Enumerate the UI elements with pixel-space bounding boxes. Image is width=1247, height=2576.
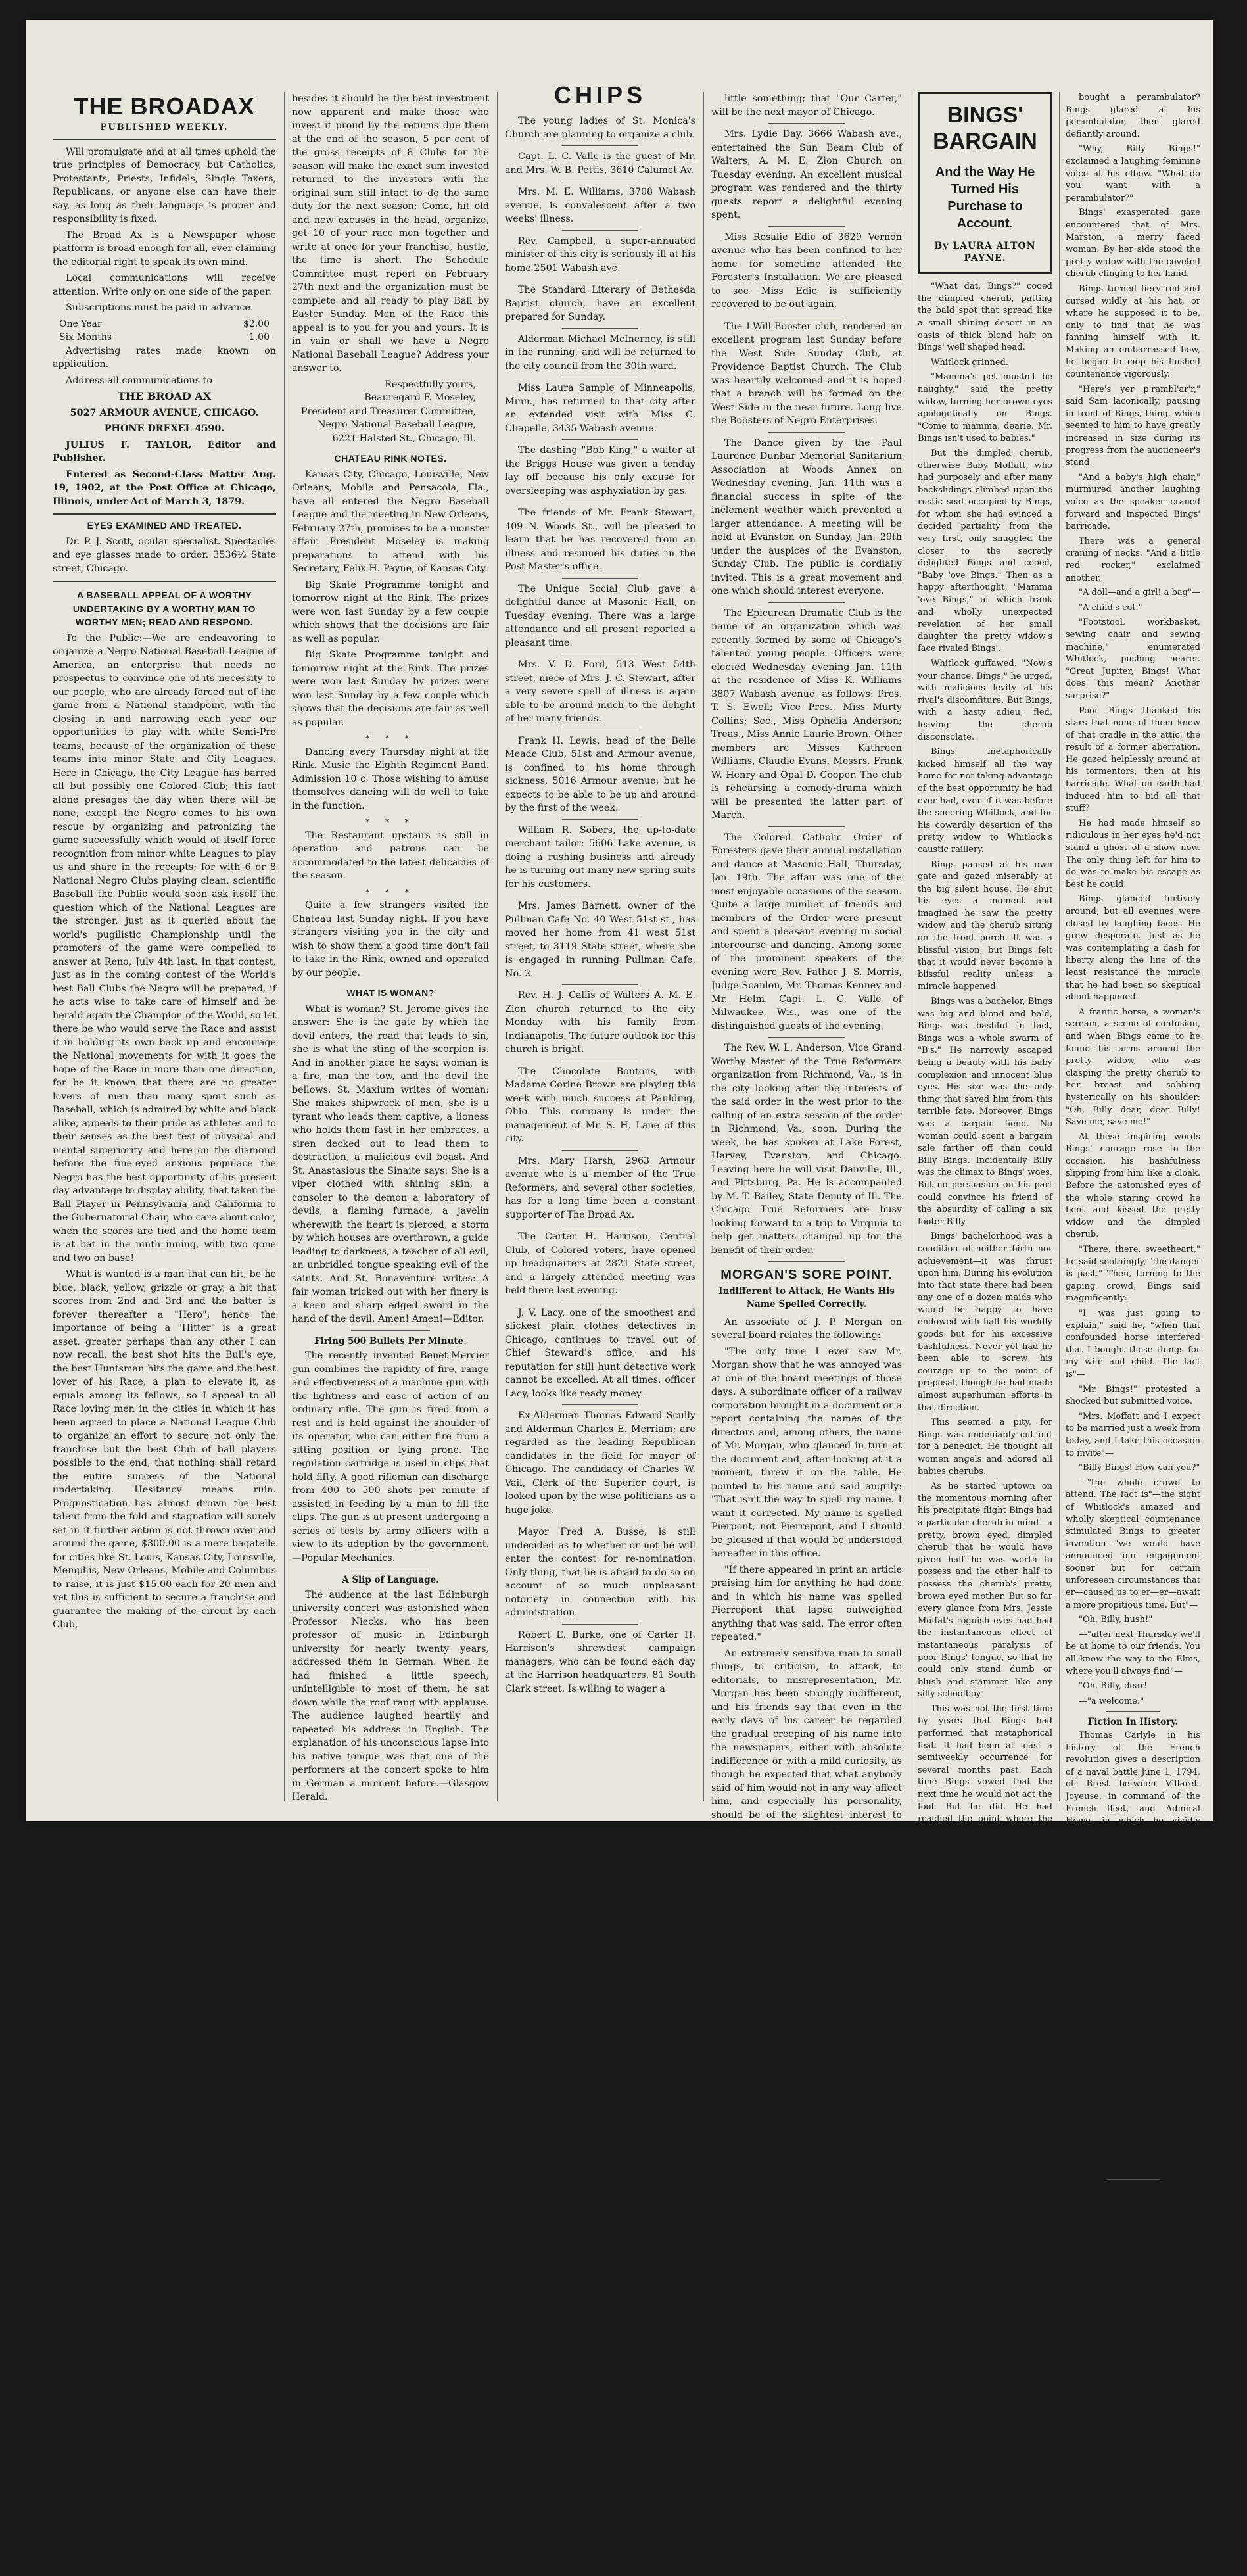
firing-body: The recently invented Benet-Mercier gun combines the rapidity of fire, range and effectiveness of a machine gun with the lightness and ease of action of an ordinary rifle. The gun is fired from a rest and is held against the shoulder of its operator, who can either fire from a sitting position or lying prone. The regulation cartridge is used in clips that hold fifty. A good rifleman can discharge from 400 to 500 shots per minute if assisted in feeding by a man to fill the clips. The gun is at present undergoing a series of tests by army officers with a view to its adoption by the government.—Popular Mechanics. (292, 1350, 489, 1563)
separator-stars: * * * (365, 734, 415, 743)
fiction-paragraph: These are the concluding sentences: "Lo, all flags, streamers, jacks, every rag of tricolor that will yet run on rope fly rustling aloft; the whole crew crowds to the upper deck and, with universal, soul maddening yell, shouts, 'Vive la republique!' sinking, sinking. She staggers, she lurches, her last drunk whirl. Ocean yawns abysmal; down rushes the Vengeur, carrying 'Vive la republique!' along with her, unconquerable, into eternity." (1066, 1855, 1200, 2049)
chips-item: Alderman Michael McInerney, is still in the running, and will be returned to the city council from the 30th ward. (505, 333, 695, 371)
chips-item: The friends of Mr. Frank Stewart, 409 N. Woods St., will be pleased to learn that he has recovered from an illness and resumed his duties in the Post Master's office. (505, 508, 695, 572)
chips-item: The Carter H. Harrison, Central Club, of Colored voters, have opened up headquarters at 2821 State street, and a largely attended meeting was held there last evening. (505, 1231, 695, 1296)
column-rule (284, 92, 285, 1801)
story-paragraph: Bings glanced furtively around, but all avenues were closed by laughing faces. He grew desperate. Just as he was contemplating a dash for liberty along the line of the least resistance the miracle that he had been so skeptical about happened. (1066, 894, 1200, 1003)
chips-item: Rev. H. J. Callis of Walters A. M. E. Zion church returned to the city Monday with his family from Indianapolis. The future outlook for this church is bright. (505, 990, 695, 1055)
divider (768, 1261, 845, 1262)
column-rule (497, 92, 498, 1801)
story-paragraph: But the dimpled cherub, otherwise Baby Moffatt, who had purposely and after many backslidings climbed upon the rustic seat occupied by Bings, for whom she had evinced a decided partiality from the very first, only snuggled the closer to the secretly delighted Bings and cooed, "Baby 'ove Bings." Then as a happy afterthought, "Mamma 'ove Bings," at which frank and wholly unexpected revelation of her small daughter the pretty widow's face rivaled Bings'. (918, 448, 1052, 654)
bings-story (918, 281, 1052, 2529)
story-paragraph: Poor Bings thanked his stars that none of them knew of that cradle in the attic, the result of a former aberration. He gazed helplessly around at his tormentors, then at his barricade. What on earth had induced him to bid all that stuff? (1066, 705, 1200, 814)
column-5 (918, 92, 1052, 2527)
story-paragraph: "Unmistakably no!" he muttered. "If something doesn't happen soon I'll"— (918, 2003, 1052, 2038)
firing-head: Firing 500 Bullets Per Minute. (314, 1335, 467, 1347)
news-item: Miss Rosalie Edie of 3629 Vernon avenue who has been confined to her home for sometime attended the Forester's Installation. We are pleased to see Miss Edie is sufficiently recovered to be out again. (711, 231, 902, 310)
story-paragraph: "Mamma's pet mustn't be naughty," said the pretty widow, turning her brown eyes apologetically on Bings. "Come to mamma, dearie. Mr. Bings isn't used to babies." (918, 372, 1052, 444)
story-paragraph: Bings metaphorically kicked himself all the way home for not taking advantage of the best opportunity he had ever had, even if it was before the sneering Whitlock, and for his cowardly desertion of the pretty widow to Whitlock's caustic raillery. (918, 747, 1052, 855)
chips-item: Rev. Campbell, a super-annuated minister of this city is seriously ill at his home 2501 Wabash ave. (505, 235, 695, 274)
story-paragraph: He had made himself so ridiculous in her eyes he'd not stand a ghost of a show now. The only thing left for him to do was to make his escape as best he could. (1066, 818, 1200, 890)
divider (562, 439, 638, 440)
story-paragraph: "What dat, Bings?" cooed the dimpled cherub, patting the bald spot that spread like a small shining desert in an oasis of thick blond hair on Bings' well shaped head. (918, 281, 1052, 353)
chips-item: Miss Laura Sample of Minneapolis, Minn., has returned to that city after an extended visit with Miss C. Chapelle, 3435 Wabash avenue. (505, 383, 695, 434)
chips-item: Mrs. M. E. Williams, 3708 Wabash avenue, is convalescent after a two weeks' illness. (505, 187, 695, 224)
masthead-subtitle: PUBLISHED WEEKLY. (100, 122, 229, 132)
subscription-note: Subscriptions must be paid in advance. (66, 302, 254, 313)
story-paragraph: Perambulator! Heavens! Had he (918, 2504, 1052, 2527)
bings-title: BINGS' BARGAIN (933, 103, 1037, 154)
chips-item: The dashing "Bob King," a waiter at the Briggs House was given a tenday lay off because his only excuse for oversleeping was asphyxiation by gas. (505, 445, 695, 496)
story-paragraph: bought a perambulator? Bings glared at his perambulator, then glared defiantly around. (1066, 93, 1200, 139)
paper-address: 5027 ARMOUR AVENUE, CHICAGO. (70, 407, 259, 418)
story-paragraph: "Footstool, workbasket, sewing chair and sewing machine," enumerated Whitlock, pushing nearer. "Great Jupiter, Bings! What does this mean? Another surprise?" (1066, 617, 1200, 701)
creed: Will promulgate and at all times uphold the true principles of Democracy, but Catholics, Protestants, Priests, Infidels, Single Taxers, Republicans, or anyone else can have their say, as long as their language is proper and responsibility is fixed. (53, 146, 276, 224)
chips-item: William R. Sobers, the up-to-date merchant tailor; 5606 Lake avenue, is doing a rushing business and already he is turning out many new spring suits for his customers. (505, 824, 695, 890)
story-paragraph: Whitlock grinned. (931, 357, 1008, 368)
fiction-head: Fiction In History. (1087, 1717, 1179, 1728)
chips-item: The Unique Social Club gave a delightful dance at Masonic Hall, on Tuesday evening. There was a large attendance and all present reported a pleasant time. (505, 583, 695, 648)
story-paragraph: "A doll—and a girl! a bag"— (1079, 588, 1200, 598)
newspaper-statement: The Broad Ax is a Newspaper whose platform is broad enough for all, ever claiming the editorial right to speak its own mind. (53, 229, 276, 268)
news-item: The Colored Catholic Order of Foresters gave their annual installation and dance at Masonic Hall, Thursday, Jan. 19th. The affair was one of the most enjoyable occasions of the season. Quite a large number of friends and members of the Order were present and spent a pleasant evening in social intercourse and dancing. Among some of the prominent speakers of the evening were Rev. Father J. S. Morris, Judge Scanlon, Mr. Thomas Kenney and Mr. Helm. Capt. L. C. Valle of Milwaukee, Wis., was one of the distinguished guests of the evening. (711, 832, 902, 1032)
story-paragraph: Bings turned fiery red and cursed wildly at his hat, or where he supposed it to be, only to find that he was fanning himself with it. Making an embarrassed bow, he began to mop his flushed countenance vigorously. (1066, 283, 1200, 380)
news-item: The Dance given by the Paul Laurence Dunbar Memorial Sanitarium Association at Woods Annex on Wednesday evening, Jan. 11th was a financial success in spite of the inclement weather which prevented a larger attendance. A meeting will be held at Evanston on Sunday, Jan. 29th under the auspices of the Evanston, Sunday Club. The public is cordially invited. This is a great movement and one which should interest everyone. (711, 437, 902, 596)
rink-head: CHATEAU RINK NOTES. (334, 453, 447, 464)
chips-item: Frank H. Lewis, head of the Belle Meade Club, 51st and Armour avenue, is confined to his home through sickness, 5016 Armour avenue; but he expects to be able to be up and around by the first of the week. (505, 735, 695, 813)
eyes-head: EYES EXAMINED AND TREATED. (87, 520, 242, 531)
morgan-title: MORGAN'S SORE POINT. (720, 1268, 893, 1282)
story-paragraph: Bings' ears pricked up his ears and hastened his steps. An auction and he not to know it! Turning a corner, he came full upon a familiar scene just as a table was knocked down to the highest bidder. Bings' eyes gloated over the unusual display of household goods spread upon the lawn. (918, 2057, 1052, 2177)
chips-item: The Standard Literary of Bethesda Baptist church, have an excellent prepared for Sunday. (505, 285, 695, 322)
divider (562, 1150, 638, 1151)
one-year-rate: One Year $2.00 (59, 318, 270, 329)
divider (562, 1404, 638, 1405)
column-6 (1066, 92, 1201, 2575)
eyes-notice (53, 513, 276, 582)
column-3 (505, 82, 695, 1795)
divider (562, 578, 638, 579)
rink-item: Dancing every Thursday night at the Rink. Music the Eighth Regiment Band. Admission 10 c. Those wishing to amuse themselves dancing will do well to take in the function. (292, 746, 489, 811)
baseball-p1: To the Public:—We are endeavoring to organize a Negro National Baseball League of America, an enterprise that needs no prospectus to convince one of its necessity to our people, who are already forced out of the game from a National standpoint, with the closing in and narrowing each year our opportunities to play with white Semi-Pro teams, because of the organization of these teams into minor State and City Leagues. Here in Chicago, the City League has barred all but possibly one Colored Club; this fact alone presages the day when there will be none, except the Negro comes to his own rescue by organizing and patronizing the game successfully which would of itself force recognition from minor white Leagues to play us and share in the receipts; for with 6 or 8 National Negro Clubs playing clean, scientific Baseball the Public would soon ask itself the question which of the National Leagues are the stronger, just as it queried about the world's pugilistic Championship until the promoters of the game were compelled to answer at Reno, July 4th last. In that contest, just as in the coming contest of the World's best Ball Clubs the Negro will be prepared, if he acts wise to take care of himself and be herald again the Champion of the World, so let there be who would serve the Race and assist it in holding its own back up and encourage the National movements for with it goes the hope of the Race in more than one direction, for be it known that there are no greater lovers of men than many sport such as Baseball, which is admired by white and black alike, appeals to their pride as athletes and to their senses as the best test of physical and mental superiority and here on the diamond before the fine-eyed anxious populace the Negro has the best opportunity of his present day advantage to display ability, that taken the Ball Player in Pennsylvania and California to the Gubernatorial Chair, who care about color, when the scores are tied and the home team is at bat in the ninth inning, with two gone and two on base! (53, 632, 276, 1264)
column-rule (703, 92, 704, 1801)
morgan-paragraph: "If there appeared in print an article praising him for anything he had done and in which his name was spelled Pierrepont that lapse outweighed anything that was said. The error often repeated." (711, 1564, 902, 1642)
divider (768, 602, 845, 603)
story-paragraph: "Why, Billy Bings!" exclaimed a laughing feminine voice at his elbow. "What do you want with a perambulator?" (1066, 144, 1200, 203)
story-paragraph: "Mrs. Moffatt and I expect to be married just a week from today, and I take this occasion to invite"— (1066, 1411, 1200, 1458)
small-body: The fly, the flea and the mosquito are the veritable scourges of the human race in the disease they carry. The fly carries disease which decimate the native population of the African highlands. The mosquito spreads malaria, the most ubiquitous of tropical diseases, and it is suspected of propagating yellow fever as well, and the flea spreads plague. In the East itself there is usually only one kind of flea, Pulex cheopis, which spreads the infection, and of the mosquitoes, only Anopheles is most guilty, while so far as known no wood fly—the Ceratophyllus fasciatus and the Typhlopsylla musculi—are not very partial to human blood, though in the second will take to it more readily than the first. Happily for the white race, the tropic fly the dwellers in temperate climes, the range of most of these dangerous and tropic species is limited to the tropics.—London Graphic. (1066, 2197, 1201, 2575)
column-2 (292, 92, 489, 1801)
communications-note: Local communications will receive attention. Write only on one side of the paper. (53, 273, 276, 297)
story-paragraph: Whitlock guffawed. "Now's your chance, Bings," he urged, with malicious levity at his rival's discomfiture. But Bings, with a hasty adieu, fled, leaving the cherub disconsolate. (918, 659, 1052, 742)
address-all: Address all communications to (66, 375, 212, 386)
slip-body: The audience at the last Edinburgh university concert was astonished when Professor Niecks, who has been professor of music in Edinburgh university for nearly twenty years, addressed them in German. When he had finished a little speech, unintelligible to most of them, he sat down while the roof rang with applause. The audience laughed heartily and repeated his address in English. The explanation of his unconscious lapse into his native tongue was that one of the performers at the concert spoke to him in German a moment before.—Glasgow Herald. (292, 1589, 489, 1802)
news-item: Mrs. Lydie Day, 3666 Wabash ave., entertained the Sun Beam Club of Walters, A. M. E. Zion Church on Tuesday evening. An excellent musical program was rendered and the thirty guests report a delightful evening spent. (711, 129, 902, 220)
col4-list (711, 92, 902, 1257)
story-paragraph: "A child's cot." (1079, 602, 1142, 613)
paper-name: THE BROAD AX (117, 390, 212, 402)
story-paragraph: There was a general craning of necks. "And a little red rocker," exclaimed another. (1066, 536, 1200, 583)
story-paragraph: —"a welcome." (1079, 1696, 1144, 1706)
divider (1106, 2179, 1160, 2180)
small-head: Small, but Deadly. (1087, 2184, 1179, 2195)
story-paragraph: Bings felt his helplessness bitterly. So absorbed was he in his thought as he picked his way along the shady street that he failed to observe the widow a block or so ahead of him. A deep gloom enveloped Bings' soul that bright June morning. (918, 1890, 1052, 1998)
divider (768, 123, 845, 124)
fiction-paragraph: Thomas Carlyle in his history of the French revolution gives a description of a naval battle June 1, 1794, off Brest between Villaret-Joyeuse, in command of the French fleet, and Admiral Howe, in which he vividly depicted the sinking of the Vengeur. (1066, 1730, 1200, 1851)
morgan-subtitle: Indifferent to Attack, He Wants His Name Spelled Correctly. (718, 1285, 895, 1310)
bings-subtitle: And the Way He Turned His Purchase to Account. (935, 165, 1035, 231)
story-paragraph: "Fifty cents!" bid a voice in the crowd as the auctioneer held up an article. It was Whitlock's voice. Bings' wrath flamed up, and before he had time to think he was bidding furiously against his rival. Fast in the grip of "bargain fever" and wheeled on by Whitlock, Bings rapidly became possessor of various articles that were of as much use to him at that period of his existence as a celestial harp and a pair of wings. Had Bings intercepted the exchange of winks between Whitlock and the auctioneer he might have been more cautious. As it was, the barricade around Bings grew and grew. (918, 2182, 1052, 2437)
advertising-note: Advertising rates made known on application. (53, 345, 276, 370)
story-paragraph: —"the whole crowd to attend. The fact is"—the sight of Whitlock's amazed and wholly skeptical countenance stimulated Bings to greater invention—"we would have announced our engagement sooner but for certain unforeseen circumstances that er—caused us to er—er—await a more propitious time. But"— (1066, 1477, 1200, 1610)
story-paragraph: Bings' bachelorhood was a condition of neither birth nor achievement—it was thrust upon him. During his evolution into that state there had been any one of a dozen maids who would be happy to have endowed with half his worldly goods but for his excessive bashfulness. Never yet had he been able to screw his courage up to the point of proposal, though he had made almost superhuman efforts in that direction. (918, 1231, 1052, 1413)
chips-item: Mrs. James Barnett, owner of the Pullman Cafe No. 40 West 51st st., has moved her home from 41 west 51st street, to 3119 State street, where she is engaged in running Pullman Cafe, No. 2. (505, 901, 695, 979)
story-paragraph: Bings' exasperated gaze encountered that of Mrs. Marston, a merry faced woman. By her side stood the pretty widow with the coveted cherub clinging to her hand. (1066, 208, 1200, 279)
chips-item: Mrs. V. D. Ford, 513 West 54th street, niece of Mrs. J. C. Stewart, after a very severe spell of illness is again able to be around much to the delight of her many friends. (505, 659, 695, 724)
story-paragraph: "Oh, Billy, hush!" (1079, 1615, 1153, 1625)
entered-notice: Entered as Second-Class Matter Aug. 19, 1902, at the Post Office at Chicago, Illinois, under Act of March 3, 1879. (53, 469, 276, 507)
divider (562, 328, 638, 329)
bings-author: By LAURA ALTON PAYNE. (934, 241, 1036, 264)
story-paragraph: "Going, going—gone!" (931, 2041, 1027, 2052)
rink-item: The Restaurant upstairs is still in operation and patrons can be accommodated to the latest delicacies of the season. (292, 830, 489, 881)
fiction-body (1066, 1730, 1200, 2175)
chips-item: Ex-Alderman Thomas Edward Scully and Alderman Charles E. Merriam; are regarded as the leading Republican candidates in the field for mayor of Chicago. The candidacy of Charles W. Vail, Clerk of the Superior court, is looked upon by the wise politicians as a huge joke. (505, 1410, 695, 1515)
rink-item: Quite a few strangers visited the Chateau last Sunday night. If you have strangers visiting you in the city and wish to show them a good time don't fail to take in the Rink, owned and operated by our people. (292, 900, 489, 978)
newspaper-page (26, 20, 1213, 2575)
news-item: little something; that "Our Carter," will be the next mayor of Chicago. (711, 93, 902, 118)
story-paragraph: "Billy Bings! How can you?" (1079, 1463, 1200, 1473)
baseball-head: A BASEBALL APPEAL OF A WORTHY UNDERTAKING BY A WORTHY MAN TO WORTHY MEN; READ AND RESPOND. (72, 590, 256, 627)
story-paragraph: Bings paused at his own gate and gazed miserably at the big silent house. He shut his eyes a moment and imagined he saw the pretty widow and the cherub sitting on the front porch. It was a blissful vision, but Bings felt that it would never become a blissful reality unless a miracle happened. (918, 859, 1052, 992)
story-paragraph: "And a baby's high chair," murmured another laughing voice as the speaker craned forward and inspected Bings' barricade. (1066, 472, 1200, 532)
morgan-paragraph: An extremely sensitive man to small things, to criticism, to attack, to editorials, to misrepresentation, Mr. Morgan has been strongly indifferent, and his friends say that even in the early days of his career he regarded the gradual creeping of his name into the newspapers, either with absolute indifference or with a mild curiosity, as though he expected that what anybody said of him would not in any way affect him, and especially his personality, should be of the slightest interest to the public.—From "The Life Story of J. P. Morgan" in Metropolitan Magazine. (711, 1648, 902, 1848)
morgan-paragraph: "The only time I ever saw Mr. Morgan show that he was annoyed was at one of the board meetings of those days. A subordinate officer of a railway corporation brought in a document or a report containing the names of the directors and, among others, the name of Mr. Morgan, who glanced in turn at the document and, after looking at it a moment, threw it on the table. He pointed to his name and said angrily: 'That isn't the way to spell my name. I want it corrected. My name is spelled Pierpont, not Pierrepont, and I should be pleased if that would be understood hereafter in this office.' (711, 1346, 902, 1559)
divider (768, 432, 845, 433)
chips-item: Robert E. Burke, one of Carter H. Harrison's shrewdest campaign managers, who can be found each day at the Harrison headquarters, 81 South Clark street. Is willing to wager a (505, 1629, 695, 1694)
divider (562, 1624, 638, 1625)
masthead-title: THE BROADAX (74, 93, 255, 120)
story-paragraph: A frantic horse, a woman's scream, a scene of confusion, and when Bings came to he found his arms around the pretty widow, who was clasping the pretty cherub to her breast and sobbing hysterically on his shoulder: "Oh, Billy—dear, dear Billy! Save me, save me!" (1066, 1007, 1200, 1128)
divider (562, 984, 638, 985)
divider (768, 826, 845, 827)
story-paragraph: "There, there, sweetheart," he said soothingly, "the danger is past." Then, turning to the gaping crowd, Bings said magnificently: (1066, 1245, 1200, 1304)
editor-line: JULIUS F. TAYLOR, Editor and Publisher. (53, 439, 276, 464)
story-paragraph: "I was just going to explain," said he, "when that confounded horse interfered that I bought these things for my wife and child. The fact is"— (1066, 1308, 1200, 1379)
story-paragraph: This was not the first time by years that Bings had performed that metaphorical feat. It had been at least a semiweekly occurrence for several months past. Each time Bings vowed that the next time he would not act the fool. But he did. He had reached the point where the inevitable mental fear of vanity was punctuated with a vigorous ejaculation that would have shocked the pretty widow had she heard it. (918, 1704, 1052, 1886)
masthead (53, 92, 276, 140)
divider (562, 230, 638, 231)
story-paragraph: "Oh, Billy, dear! (1079, 1681, 1148, 1692)
woman-body: What is woman? St. Jerome gives the answer: She is the gate by which the devil enters, the road that leads to sin, she is what the sting of the scorpion is. And in another place he says: woman is a fire, man the tow, and the devil the bellows. St. Maxium writes of woman: She makes shipwreck of men, she is a tyrant who leads them captive, a lioness who holds them fast in her embraces, a siren decked out to lead them to destruction, a malicious evil beast. And St. Anastasious the Sinaite says: She is a viper clothed with shining skin, a consoler to the demon a laboratory of devils, a flaming furnace, a javelin wherewith the heart is pierced, a storm by which houses are overthrown, a guide leading to darkness, a teacher of all evil, an unbridled tongue speaking evil of the saints. And St. Bonaventure writes: A fair woman tricked out with her finery is a keen and sharp edged sword in the hand of the devil. Amen! Amen!—Editor. (292, 1003, 489, 1324)
news-item: The Epicurean Dramatic Club is the name of an organization which was recently formed by some of Chicago's talented young people. Officers were elected Wednesday evening Jan. 11th at the residence of Miss K. Williams 3807 Wabash avenue, as follows: Pres. T. S. Ewell; Vice Pres., Miss Murty Collins; Sec., Miss Ophelia Anderson; Treas., Miss Annie Laurie Brown. Other members are Misses Kathreen Williams, Claudie Evans, Messrs. Frank W. Henry and Opal D. Cooper. The club is rehearsing a comedy-drama which will be presented the latter part of March. (711, 608, 902, 821)
story-paragraph: "Going, going—gone!" shouted the auctioneer. "Dirt cheap at that, Mr. Bings. Here you are, sir," he perambulator around to Mr. Bings. (918, 2441, 1052, 2500)
signature: Respectfully yours, Beauregard F. Moseley, President and Treasurer Committee, Negro National Baseball League, 6221 Halsted St., Chicago, Ill. (300, 379, 476, 444)
story-paragraph: "Mr. Bings!" protested a shocked but submitted voice. (1066, 1384, 1200, 1407)
morgan-paragraph: An associate of J. P. Morgan on several board relates the following: (711, 1316, 902, 1341)
morgan-list (711, 1316, 902, 1849)
rink-item: Big Skate Programme tonight and tomorrow night at the Rink. The prizes were won last Sunday by prizes were won last Sunday by a few couple which shows that the decisions are fair as well as popular. (292, 650, 489, 728)
story-paragraph: This seemed a pity, for Bings was undeniably cut out for a benedict. He thought all women angels and adored all babies cherubs. (918, 1418, 1052, 1477)
chips-list (505, 114, 695, 1696)
separator-stars: * * * (365, 817, 415, 826)
divider (768, 226, 845, 227)
news-item: The I-Will-Booster club, rendered an excellent program last Sunday before the West Side Sunday Club, at Providence Baptist Church. The Club was heartily welcomed and it is hoped that a branch will be formed on the West Side in the near future. Long live the Boosters of Negro Enterprises. (711, 321, 902, 426)
divider (562, 145, 638, 146)
divider (768, 1037, 845, 1038)
chips-item: Capt. L. C. Valle is the guest of Mr. and Mrs. W. B. Pettis, 3610 Calumet Av. (505, 151, 695, 176)
news-item: The Rev. W. L. Anderson, Vice Grand Worthy Master of the True Reformers organization from Richmond, Va., is in the city looking after the interests of the said order in the west prior to the calling of an extra session of the order in Richmond, Va., soon. During the week, he has spoken at Lake Forest, Harvey, Evanston, and Chicago. Leaving here he will visit Danville, Ill., and Pittsburg, Pa. He is accompanied by M. T. Bailey, State Deputy of Ill. The Chicago True Reformers are busy looking forward to a trip to Virginia to help get matters changed up for the benefit of their order. (711, 1043, 902, 1256)
divider (562, 819, 638, 820)
bings-header-box (918, 92, 1052, 274)
chips-item: The Chocolate Bontons, with Madame Corine Brown are playing this week with much success at Paulding, Ohio. This company is under the management of Mr. S. H. Lane of this city. (505, 1066, 695, 1144)
baseball-p2: What is wanted is a man that can hit, be he blue, black, yellow, grizzle or gray, a hit that scores from 2nd and 3rd and the batter is forever thereafter a "Hero"; hence the importance of being a "Hitter" is a great asset, greater perhaps than any other I can now recall, the best shot hits the Bull's eye, the best Huntsman hits the game and the best lover of his Race, a plan to elevate it, as equals among its fellows, so I appeal to all Race loving men in the cities in which it has been agreed to place a National League Club to organize an effort to secure not only the franchise but the best Club of ball players possible to the end, that nothing shall retard the entire success of the National undertaking. Hesitancy means ruin. Prognostication has almost drown the best talent from the fold and stagnation will surely set in if further action is not thrown over and around the game, $300.00 is a mere bagatelle for cities like St. Louis, Kansas City, Louisville, Memphis, New Orleans, Mobile and Columbus to raise, it is just $15.00 each for 20 men and yet this is sufficient to secure a franchise and guarantee the making of the circuit by each Club, (53, 1269, 276, 1630)
separator-stars: * * * (365, 887, 415, 897)
chips-item: Mayor Fred A. Busse, is still undecided as to whether or not he will enter the contest for re-nomination. Only thing, that he is afraid to do so on account of so much unpleasant notoriety in connection with his administration. (505, 1527, 695, 1618)
rink-item: Kansas City, Chicago, Louisville, New Orleans, Mobile and Pensacola, Fla., have all entered the Negro Baseball League and the meeting in New Orleans, February 27th, promises to be a monster affair. President Moseley is making preparations to attend with his Secretary, Felix H. Payne, of Kansas City. (292, 469, 489, 574)
fiction-paragraph: Rear Admiral Griffiths, at the time a lieutenant on board the Culloden, wrote to a newspaper to show that Carlyle's account had no foundation in fact. After investigation Carlyle admitted that not a word of this thrilling story was true except that the Vengeur sank. (1066, 2053, 1200, 2174)
story-paragraph: "Here's yer p'rambl'ar'r," said Sam laconically, pausing in front of Bings, thing, which seemed to him to have greatly increased in size during its progress from the auctioneer's stand. (1066, 384, 1200, 468)
paper-phone: PHONE DREXEL 4590. (104, 423, 225, 434)
column-4 (711, 92, 902, 1848)
woman-head: WHAT IS WOMAN? (346, 988, 435, 998)
six-months-rate: Six Months 1.00 (59, 332, 270, 343)
eyes-body: Dr. P. J. Scott, ocular specialist. Spectacles and eye glasses made to order. 3536½ State street, Chicago. (53, 536, 276, 574)
story-paragraph: At these inspiring words Bings' courage rose to the occasion, his bashfulness slipping from him like a cloak. Before the astonished eyes of the whole staring crowd he bent and kissed the pretty widow and the dimpled cherub. (1066, 1132, 1200, 1240)
column-1 (53, 92, 276, 1801)
chips-item: The young ladies of St. Monica's Church are planning to organize a club. (505, 116, 695, 140)
story-paragraph: As he started uptown on the momentous morning after his precipitate flight Bings had a particular cherub in mind—a pretty, brown eyed, dimpled cherub that he would have given half he was worth to possess and the other half to possess the cherub's pretty, brown eyed mother. But so far every glance from Mrs. Jessie Moffat's roguish eyes had had the instantaneous effect of instantaneous paralysis of poor Bings' tongue, so that he could only stand dumb or blush and stammer like any silly schoolboy. (918, 1481, 1052, 1700)
slip-head: A Slip of Language. (342, 1575, 439, 1585)
chips-title: CHIPS (553, 82, 647, 108)
baseball-continued: besides it should be the best investment now apparent and make those who invest it proud by the returns due them at the end of the season, 5 per cent of the gross receipts of 8 Clubs for the season will make the exact sum invested returned to the investors with the original sum still intact to do the same duty for the next season; Come, hit old and new excuses in the head, organize, get 10 of your race men together and write at once for your franchise, hustle, the time is short. The Schedule Committee must report on February 27th next and the organization must be complete and all ready to play Ball by Easter Sunday. Men of the Race this appeal is to you for you and yours. It is in vain or shall we have a Negro National Baseball League? Address your answer to. (292, 93, 489, 373)
column-rule (1059, 92, 1060, 1801)
divider (351, 1330, 430, 1331)
rink-item: Big Skate Programme tonight and tomorrow night at the Rink. The prizes were won last Sunday by a few couple which shows that the decisions are fair as well as popular. (292, 579, 489, 644)
bings-story-continued (1066, 92, 1200, 1707)
chips-item: Mrs. Mary Harsh, 2963 Armour avenue who is a member of the True Reformers, and several other societies, has for a long time been a constant supporter of The Broad Ax. (505, 1155, 695, 1220)
story-paragraph: —"after next Thursday we'll be at home to our friends. You all know the way to the Elms, where you'll always find"— (1066, 1629, 1200, 1677)
divider (1106, 1711, 1160, 1712)
chips-item: J. V. Lacy, one of the smoothest and slickest plain clothes detectives in Chicago, continues to travel out of Chief Steward's office, and his reputation for still hunt detective work cannot be excelled. At all times, officer Lacy, looks like ready money. (505, 1307, 695, 1399)
story-paragraph: Bings was a bachelor, Bings was big and blond and bald, Bings was bashful—in fact, Bings was a whole swarm of "B's." He narrowly escaped being a beauty with his baby complexion and innocent blue eyes. His size was the only thing that saved him from this terrible fate. Moreover, Bings was a bargain fiend. No woman could scent a bargain sale farther off than could Billy Bings. Incidentally Billy was the climax to Bings' woes. But no persuasion on his part could convince his friend of the absurdity of calling a six footer Billy. (918, 997, 1052, 1227)
